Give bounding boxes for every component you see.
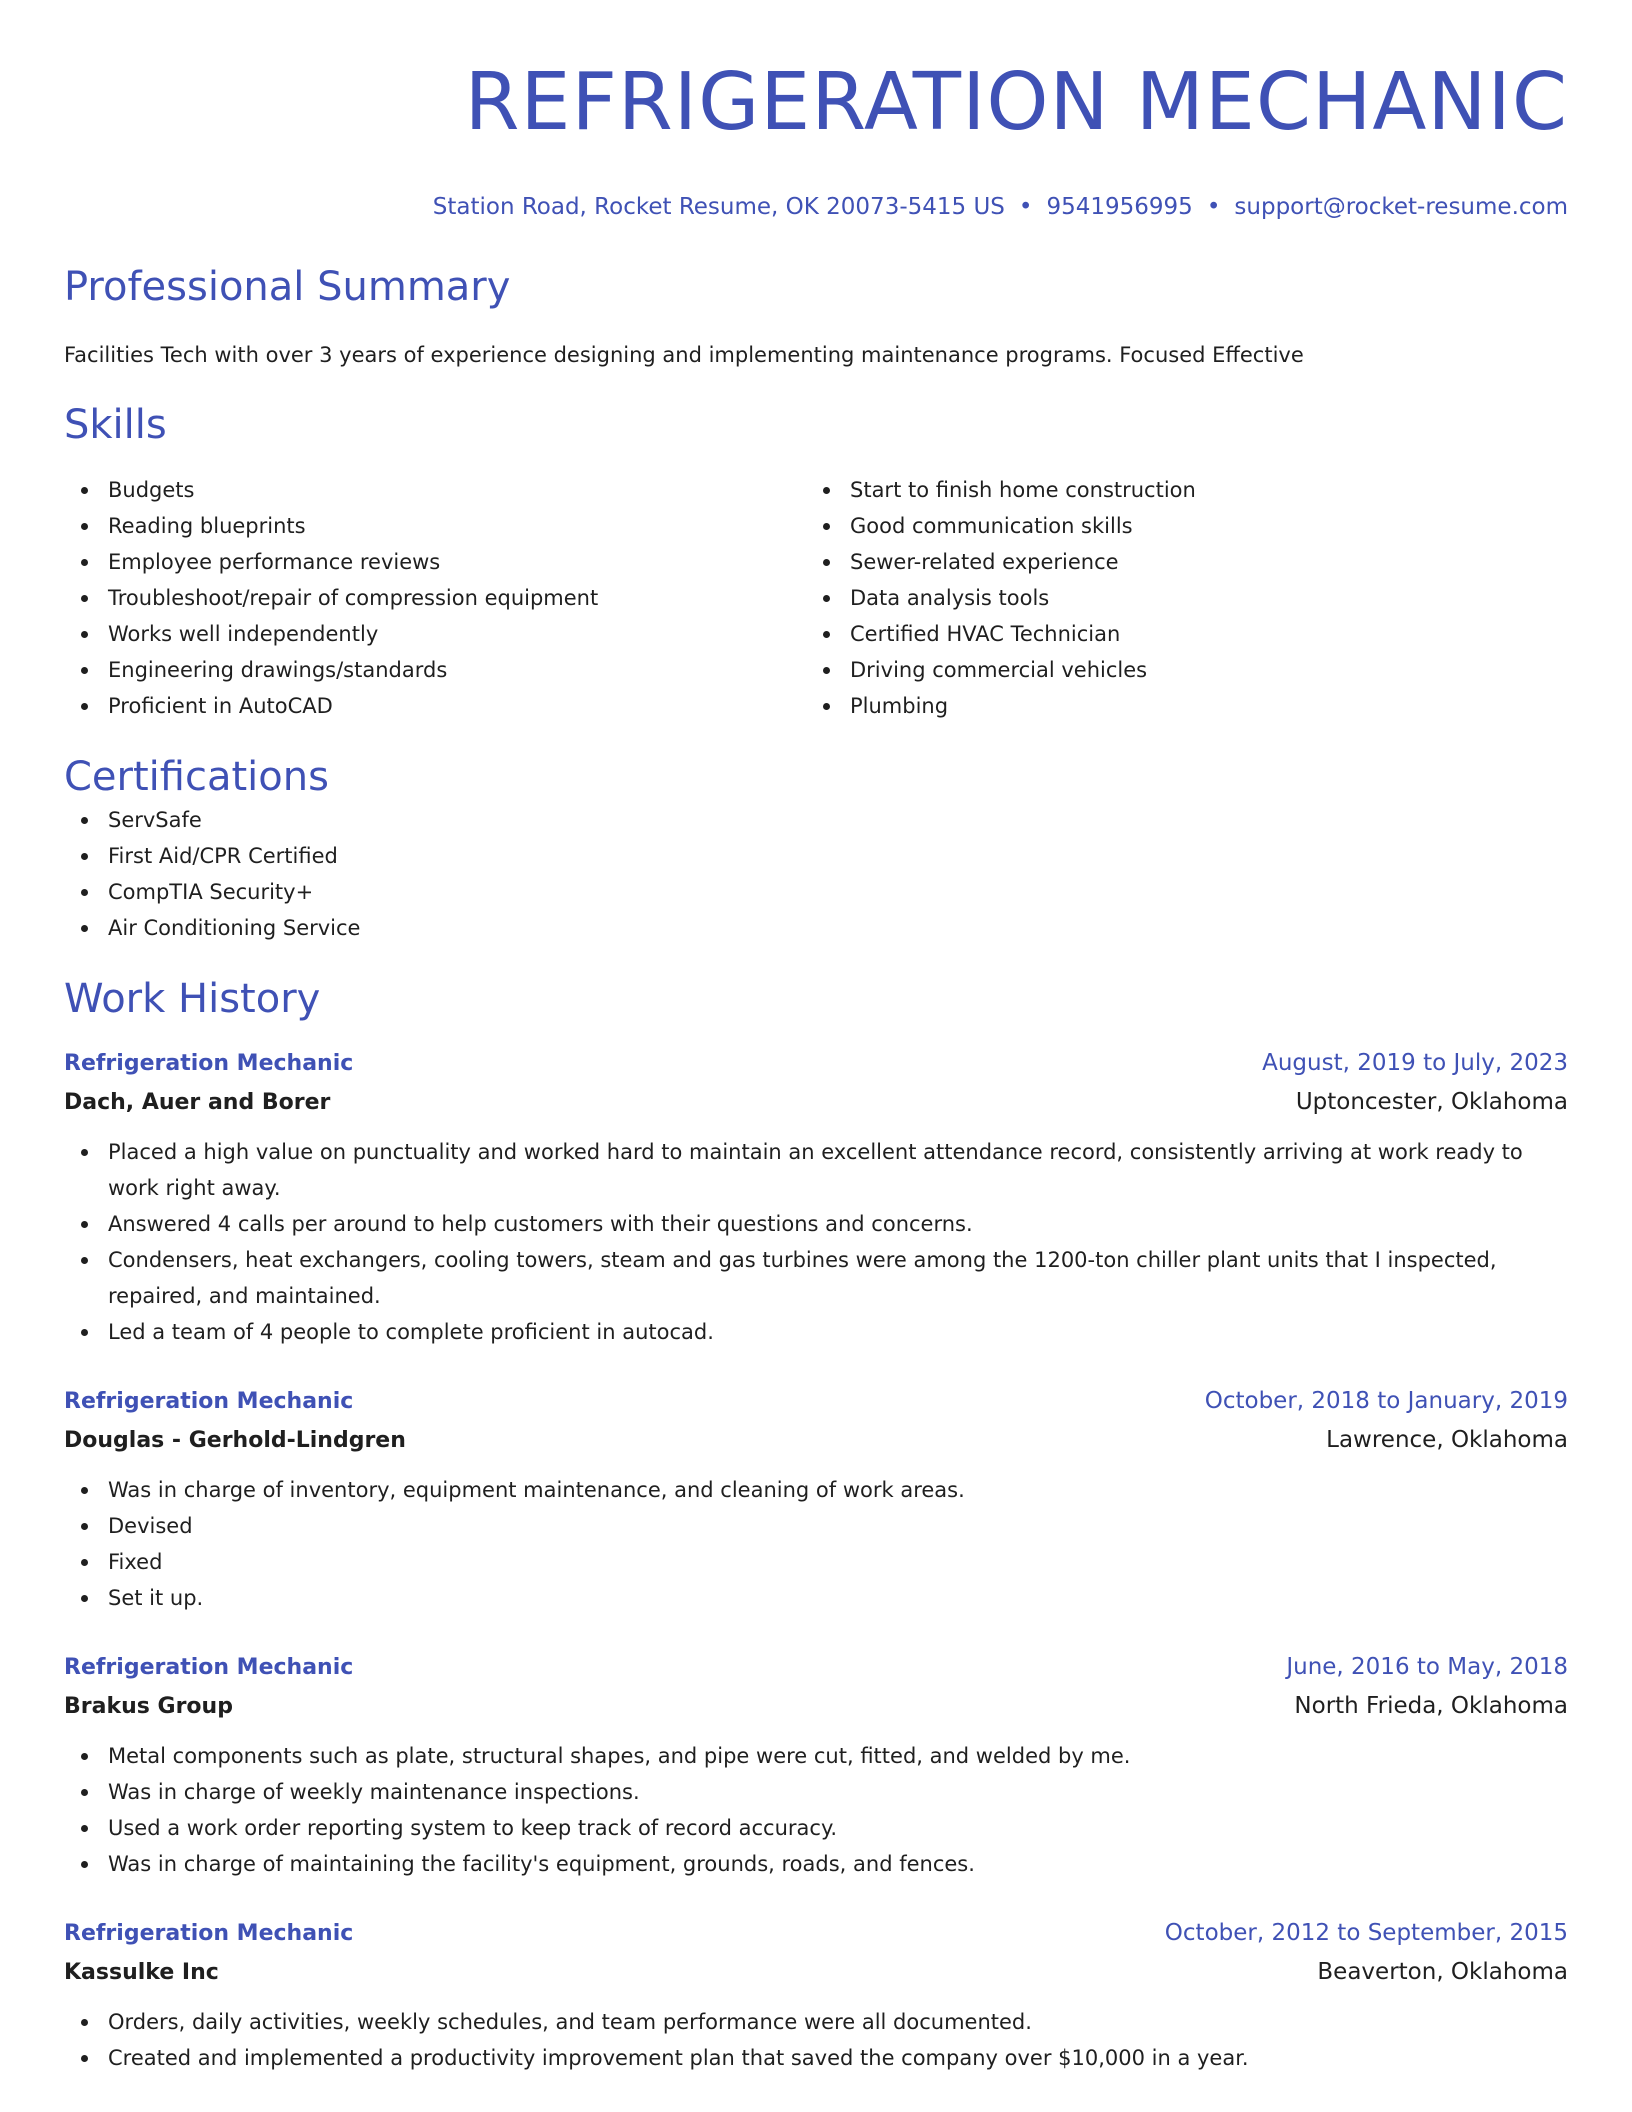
skills-section [64, 400, 1568, 724]
candidate-name: REFRIGERATION MECHANIC [464, 56, 1568, 148]
certification-item: ServSafe [64, 802, 1568, 838]
job-title-row [64, 1648, 1568, 1687]
job-bullet: Was in charge of inventory, equipment maintenance, and cleaning of work areas. [64, 1472, 1568, 1508]
job-bullet: Created and implemented a productivity improvement plan that saved the company over $10,000 in a year. [64, 2040, 1568, 2076]
job-bullet: Orders, daily activities, weekly schedules, and team performance were all documented. [64, 2004, 1568, 2040]
job-company-row [64, 1421, 1568, 1460]
job-location: Beaverton, Oklahoma [1317, 1959, 1568, 1985]
job-bullet: Placed a high value on punctuality and worked hard to maintain an excellent attendance record, consistently arriving at work ready to work right away. [64, 1134, 1568, 1206]
job-title: Refrigeration Mechanic [64, 1655, 354, 1680]
skill-item: Data analysis tools [806, 580, 1548, 616]
job-bullets [64, 2004, 1568, 2076]
job-entry [64, 1648, 1568, 1882]
contact-separator: • [1206, 194, 1221, 220]
job-dates: June, 2016 to May, 2018 [1286, 1654, 1568, 1680]
contact-address: Station Road, Rocket Resume, OK 20073-5415 US [432, 194, 1005, 220]
summary-section [64, 262, 1568, 370]
job-location: Lawrence, Oklahoma [1326, 1427, 1568, 1453]
job-title-row [64, 1914, 1568, 1953]
skill-item: Works well independently [64, 616, 806, 652]
job-title: Refrigeration Mechanic [64, 1921, 354, 1946]
skill-item: Start to finish home construction [806, 472, 1548, 508]
skill-item: Troubleshoot/repair of compression equipment [64, 580, 806, 616]
job-title-row [64, 1382, 1568, 1421]
job-bullet: Was in charge of weekly maintenance inspections. [64, 1774, 1568, 1810]
job-bullet: Fixed [64, 1544, 1568, 1580]
job-bullet: Condensers, heat exchangers, cooling towers, steam and gas turbines were among the 1200-ton chiller plant units that I inspected, repaired, and maintained. [64, 1242, 1568, 1314]
job-location: North Frieda, Oklahoma [1294, 1693, 1568, 1719]
job-title: Refrigeration Mechanic [64, 1389, 354, 1414]
summary-text: Facilities Tech with over 3 years of experience designing and implementing maintenance programs. Focused Effective [64, 343, 1304, 367]
job-bullets [64, 1134, 1568, 1350]
certification-item: First Aid/CPR Certified [64, 838, 1568, 874]
skill-item: Budgets [64, 472, 806, 508]
job-entry [64, 1044, 1568, 1350]
job-bullet: Metal components such as plate, structural shapes, and pipe were cut, fitted, and welded by me. [64, 1738, 1568, 1774]
contact-email: support@rocket-resume.com [1234, 194, 1568, 220]
certifications-section [64, 752, 1568, 946]
contact-phone: 9541956995 [1046, 194, 1193, 220]
skill-item: Certified HVAC Technician [806, 616, 1548, 652]
job-dates: October, 2018 to January, 2019 [1204, 1388, 1568, 1414]
certifications-heading: Certifications [64, 754, 329, 800]
skills-heading: Skills [64, 402, 167, 448]
job-company: Brakus Group [64, 1694, 233, 1719]
job-entry [64, 1382, 1568, 1616]
job-company-row [64, 1953, 1568, 1992]
job-bullets [64, 1472, 1568, 1616]
summary-heading: Professional Summary [64, 264, 511, 310]
certification-item: CompTIA Security+ [64, 874, 1568, 910]
skill-item: Proficient in AutoCAD [64, 688, 806, 724]
resume-header [64, 52, 1568, 222]
job-dates: October, 2012 to September, 2015 [1164, 1920, 1568, 1946]
job-title-row [64, 1044, 1568, 1083]
skills-list-right [806, 472, 1548, 724]
job-bullet: Led a team of 4 people to complete proficient in autocad. [64, 1314, 1568, 1350]
certifications-list [64, 802, 1568, 946]
job-company-row [64, 1083, 1568, 1122]
job-company: Kassulke Inc [64, 1960, 219, 1985]
skill-item: Driving commercial vehicles [806, 652, 1548, 688]
skill-item: Plumbing [806, 688, 1548, 724]
work-history-section [64, 974, 1568, 2076]
skills-grid [64, 472, 1568, 724]
job-bullet: Was in charge of maintaining the facility's equipment, grounds, roads, and fences. [64, 1846, 1568, 1882]
certification-item: Air Conditioning Service [64, 910, 1568, 946]
skill-item: Good communication skills [806, 508, 1548, 544]
contact-line [64, 192, 1568, 222]
job-bullet: Answered 4 calls per around to help customers with their questions and concerns. [64, 1206, 1568, 1242]
job-company: Dach, Auer and Borer [64, 1090, 331, 1115]
job-location: Uptoncester, Oklahoma [1295, 1089, 1568, 1115]
contact-separator: • [1018, 194, 1033, 220]
job-company-row [64, 1687, 1568, 1726]
job-company: Douglas - Gerhold-Lindgren [64, 1428, 406, 1453]
job-bullets [64, 1738, 1568, 1882]
skill-item: Employee performance reviews [64, 544, 806, 580]
job-title: Refrigeration Mechanic [64, 1051, 354, 1076]
job-bullet: Used a work order reporting system to keep track of record accuracy. [64, 1810, 1568, 1846]
skill-item: Engineering drawings/standards [64, 652, 806, 688]
skill-item: Reading blueprints [64, 508, 806, 544]
skill-item: Sewer-related experience [806, 544, 1548, 580]
work-history-heading: Work History [64, 976, 321, 1022]
job-bullet: Set it up. [64, 1580, 1568, 1616]
skills-list-left [64, 472, 806, 724]
job-dates: August, 2019 to July, 2023 [1262, 1050, 1568, 1076]
job-entry [64, 1914, 1568, 2076]
job-bullet: Devised [64, 1508, 1568, 1544]
